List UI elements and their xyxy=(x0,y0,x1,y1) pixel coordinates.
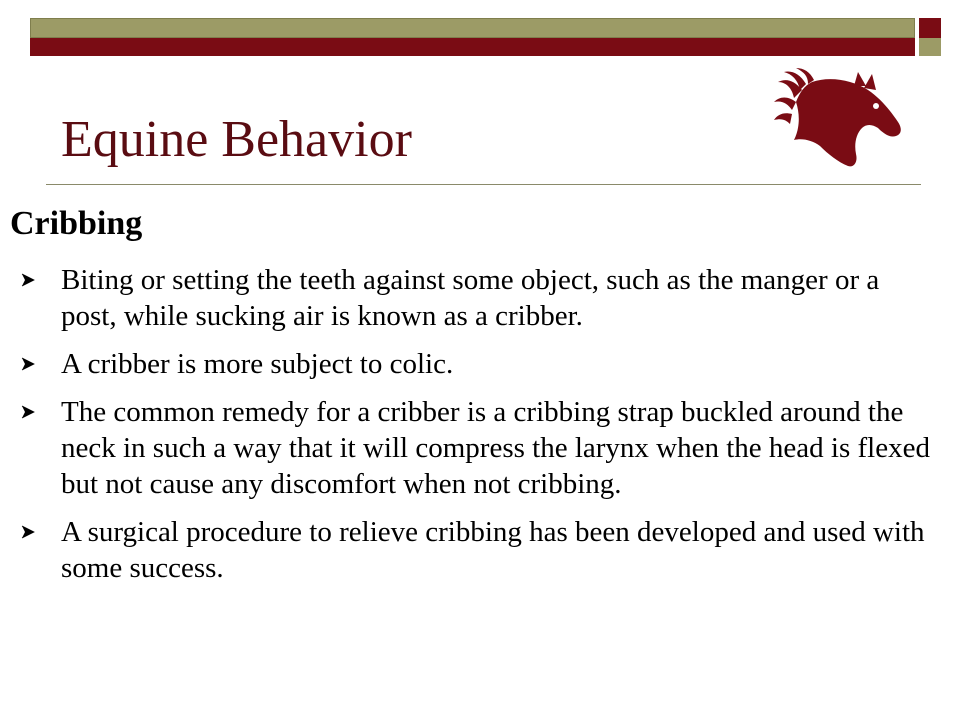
arrowhead-bullet-icon xyxy=(21,394,41,430)
corner-square-maroon xyxy=(919,18,941,38)
list-item xyxy=(18,394,933,502)
top-bar-maroon-band xyxy=(30,38,915,56)
bullet-text: A cribber is more subject to colic. xyxy=(61,348,454,380)
horse-head-icon xyxy=(772,68,906,170)
title-divider xyxy=(46,184,921,185)
arrowhead-bullet-icon xyxy=(21,262,41,298)
bullet-list xyxy=(18,262,933,598)
arrowhead-bullet-icon xyxy=(21,514,41,550)
corner-square-olive xyxy=(919,38,941,56)
arrowhead-bullet-icon xyxy=(21,346,41,382)
bullet-text: A surgical procedure to relieve cribbing has been developed and used with some success. xyxy=(61,516,925,584)
bullet-text: The common remedy for a cribber is a cribbing strap buckled around the neck in such a way that it will compress the larynx when the head is flexed but not cause any discomfort when not cribbing. xyxy=(61,396,930,500)
bullet-text: Biting or setting the teeth against some object, such as the manger or a post, while sucking air is known as a cribber. xyxy=(61,264,880,332)
list-item xyxy=(18,262,933,334)
section-heading: Cribbing xyxy=(10,205,143,242)
top-bar-olive-band xyxy=(30,18,915,38)
list-item xyxy=(18,514,933,586)
list-item xyxy=(18,346,933,382)
top-decorative-bar xyxy=(30,18,915,56)
slide-title: Equine Behavior xyxy=(61,111,412,168)
